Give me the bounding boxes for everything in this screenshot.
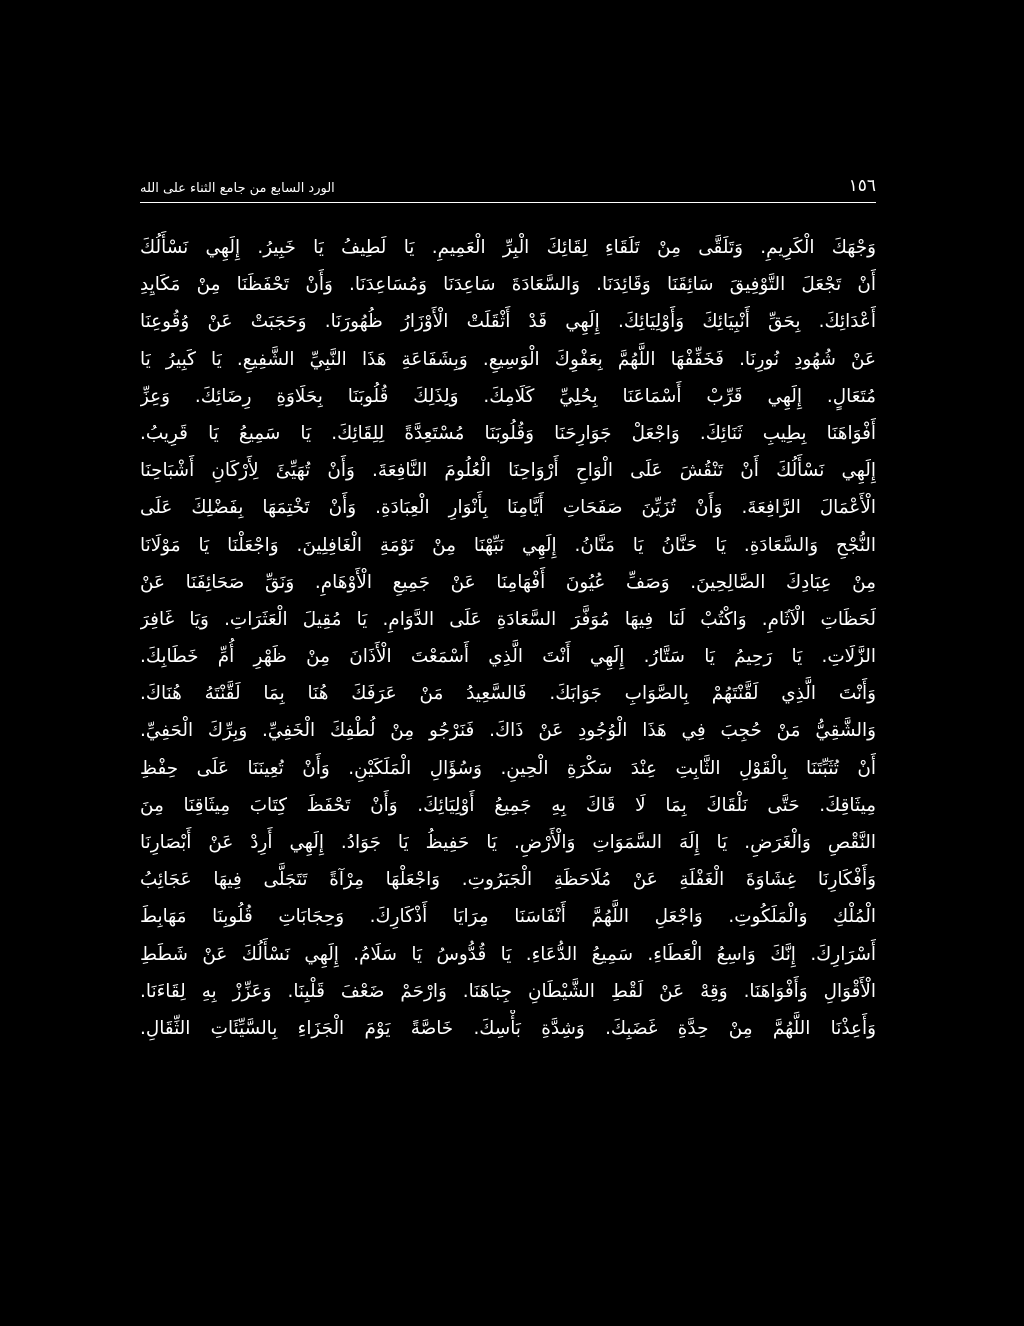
page-header — [140, 170, 876, 203]
text-line: مِنْ عِبَادِكَ الصَّالِحِينَ. وَصَفِّ عُيُونَ أَفْهَامِنَا عَنْ جَمِيعِ الْأَوْهَامِ. وَنَقِّ صَحَائِفَنَا عَنْ — [140, 571, 876, 593]
text-line: أَفْوَاهَنَا بِطِيبِ ثَنَائِكَ. وَاجْعَلْ جَوَارِحَنَا وَقُلُوبَنَا مُسْتَعِدَّةً لِلِقَائِكَ. يَا سَمِيعُ يَا قَرِيبُ. — [140, 422, 876, 444]
text-line: الْأَقْوَالِ وَأَفْوَاهَنَا. وَقِهْ عَنْ لَقْطِ الشَّيْطَانِ جِبَاهَنَا. وَارْحَمْ ضَعْفَ قَلْبِنَا. وَعَزِّزْ بِهِ لِقَاءَنَا. — [140, 980, 876, 1002]
text-line: أَعْدَائِكَ. بِحَقِّ أَنْبِيَائِكَ وَأَوْلِيَائِكَ. إِلَهِي قَدْ أَثْقَلَتْ الْأَوْزَارُ ظُهُورَنَا. وَحَجَبَتْ عَنْ وُقُوعِنَا — [140, 311, 876, 333]
text-line: أَنْ تَجْعَلَ التَّوْفِيقَ سَائِقَنَا وَقَائِدَنَا. وَالسَّعَادَةَ سَاعِدَنَا وَمُسَاعِدَنَا. وَأَنْ تَحْفَظَنَا مِنْ مَكَايِدِ — [140, 274, 876, 296]
text-line: مِيثَاقِكَ. حَتَّى نَلْقَاكَ بِمَا لَا قَاكَ بِهِ جَمِيعُ أَوْلِيَائِكَ. وَأَنْ تَحْفَظَ كِتَابَ مِيثَاقِنَا مِنَ — [140, 794, 876, 816]
text-line: النَّقْصِ وَالْغَرَضِ. يَا إِلَهَ السَّمَوَاتِ وَالْأَرْضِ. يَا حَفِيظُ يَا جَوَادُ. إِلَهِي أَرِدْ عَنْ أَبْصَارِنَا — [140, 832, 876, 853]
text-line: أَسْرَارِكَ. إِنَّكَ وَاسِعُ الْعَطَاءِ. سَمِيعُ الدُّعَاءِ. يَا قُدُّوسُ يَا سَلَامُ. إِلَهِي نَسْأَلُكَ عَنْ شَطَطِ — [140, 943, 876, 965]
text-line: وَأَفْكَارِنَا غِشَاوَةَ الْغَفْلَةِ عَنْ مُلَاحَظَةِ الْجَبَرُوتِ. وَاجْعَلْهَا مِرْآةً تَتَجَلَّى فِيهَا عَجَائِبُ — [140, 869, 876, 891]
text-line: الْأَعْمَالَ الرَّافِعَةَ. وَأَنْ تُزَيِّنَ صَفَحَاتِ أَيَّامِنَا بِأَنْوَارِ الْعِبَادَةِ. وَأَنْ تَخْتِمَهَا بِفَضْلِكَ عَلَى — [140, 497, 876, 519]
running-title: الورد السابع من جامع الثناء على الله — [140, 181, 335, 196]
text-line: وَالشَّقِيُّ مَنْ حُجِبَ فِي هَذَا الْوُجُودِ عَنْ ذَاكَ. فَنَرْجُو مِنْ لُطْفِكَ الْخَفِيِّ. وَبِرِّكَ الْحَفِيِّ. — [140, 720, 876, 742]
text-line: الْمُلْكِ وَالْمَلَكُوتِ. وَاجْعَلِ اللَّهُمَّ أَنْفَاسَنَا مِرَايَا أَذْكَارِكَ. وَحِجَابَاتِ قُلُوبِنَا مَهَابِطَ — [140, 906, 876, 928]
text-line: وَجْهَكَ الْكَرِيمِ. وَتَلَقَّى مِنْ تَلَقَاءِ لِقَائِكَ الْبِرِّ الْعَمِيمِ. يَا لَطِيفُ يَا خَبِيرُ. إِلَهِي نَسْأَلُكَ — [140, 237, 876, 258]
text-line: لَحَظَاتِ الْآثَامِ. وَاكْتُبْ لَنَا فِيهَا مُوَفَّرَ السَّعَادَةِ عَلَى الدَّوَامِ. يَا مُقِيلَ الْعَثَرَاتِ. وَيَا غَافِرَ — [140, 608, 876, 630]
text-line: وَأَعِذْنَا اللَّهُمَّ مِنْ حِدَّةِ غَضَبِكَ. وَشِدَّةِ بَأْسِكَ. خَاصَّةً يَوْمَ الْجَزَاءِ بِالسَّيِّئَاتِ الثِّقَالِ. — [140, 1017, 876, 1039]
text-line: وَأَنْتَ الَّذِي لَقَّنْتَهُمْ بِالصَّوَابِ جَوَابَكَ. فَالسَّعِيدُ مَنْ عَرَفَكَ هُنَا بِمَا لَقَّنْتَهُ هُنَاكَ. — [140, 683, 876, 705]
page — [140, 170, 876, 1047]
text-body — [140, 229, 876, 1047]
page-number: ١٥٦ — [848, 176, 876, 196]
text-line: مُتَعَالٍ. إِلَهِي قَرِّبْ أَسْمَاعَنَا بِحُلِيِّ كَلَامِكَ. وَلِذَلِكَ قُلُوبَنَا بِحَلَاوَةِ رِضَائِكَ. وَعِزِّ — [140, 385, 876, 407]
text-line: الزَّلَاتِ. يَا رَحِيمُ يَا سَتَّارُ. إِلَهِي أَنْتَ الَّذِي أَسْمَعْتَ الْأَذَانَ مِنْ ظَهْرِ أُمِّ خَطَابِكَ. — [140, 646, 876, 668]
text-line: النُّجْحِ وَالسَّعَادَةِ. يَا حَنَّانُ يَا مَنَّانُ. إِلَهِي نَبِّهْنَا مِنْ نَوْمَةِ الْغَافِلِينَ. وَاجْعَلْنَا يَا مَوْلَانَا — [140, 534, 876, 556]
text-line: إِلَهِي نَسْأَلُكَ أَنْ تَنْقُشَ عَلَى الْوَاحِ أَرْوَاحِنَا الْعُلُومَ النَّافِعَةَ. وَأَنْ تُهَيِّئَ لِأَرْكَانِ أَشْبَاحِنَا — [140, 460, 876, 482]
text-line: أَنْ تُثَبِّتَنَا بِالْقَوْلِ الثَّابِتِ عِنْدَ سَكْرَةِ الْحِينِ. وَسُؤَالِ الْمَلَكَيْنِ. وَأَنْ تُعِينَنَا عَلَى حِفْظِ — [140, 757, 876, 779]
text-line: عَنْ شُهُودِ نُورِنَا. فَخَفِّفْهَا اللَّهُمَّ بِعَفْوِكَ الْوَسِيعِ. وَبِشَفَاعَةِ هَذَا النَّبِيِّ الشَّفِيعِ. يَا كَبِيرُ يَا — [140, 348, 876, 370]
